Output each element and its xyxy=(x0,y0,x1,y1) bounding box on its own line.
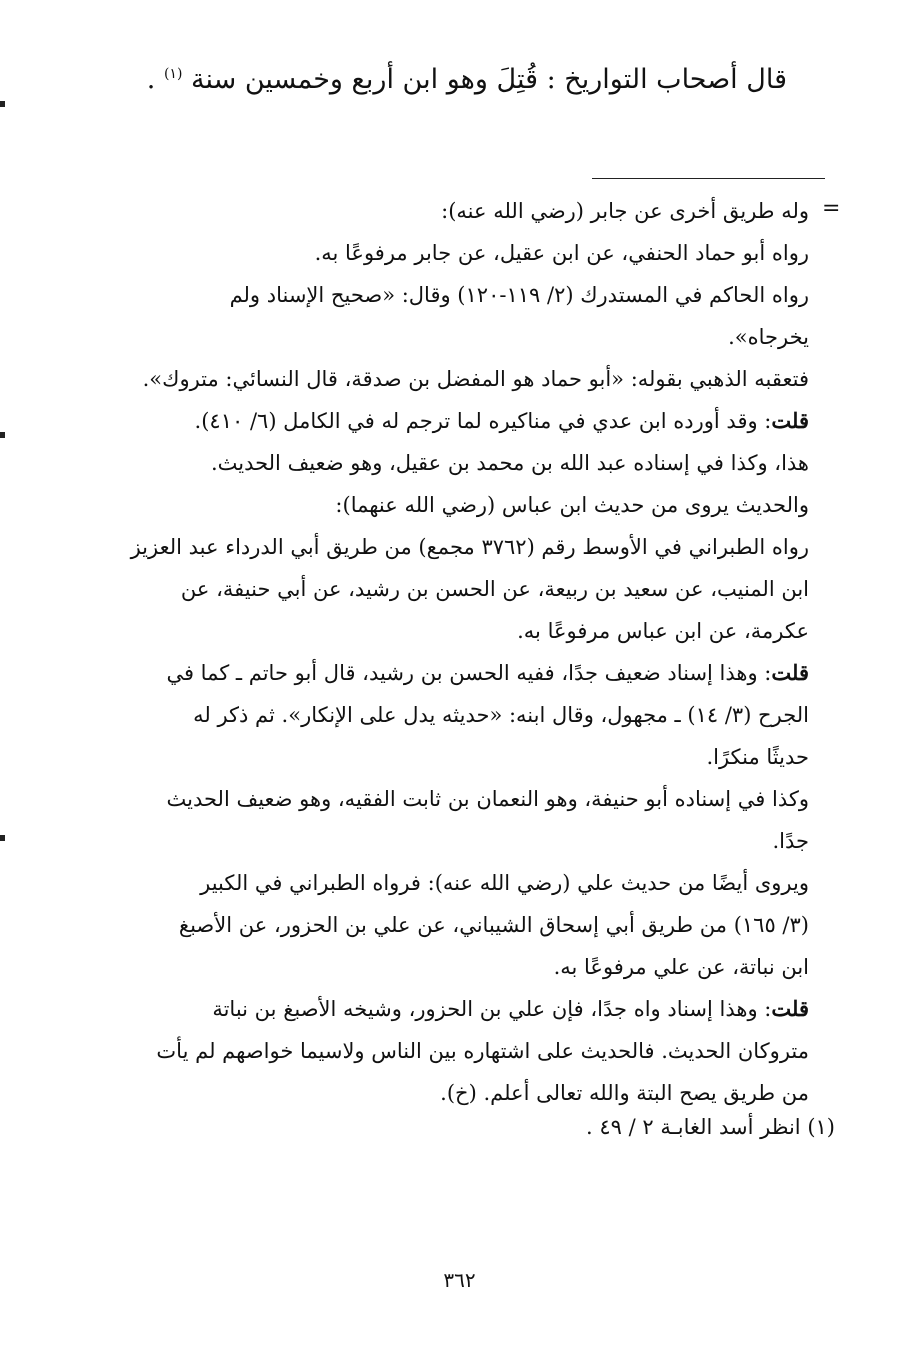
main-text-end: . xyxy=(146,64,164,95)
margin-mark xyxy=(0,432,5,438)
footnote-line: عكرمة، عن ابن عباس مرفوعًا به. xyxy=(517,619,809,643)
footnote-line: هذا، وكذا في إسناده عبد الله بن محمد بن عقيل، وهو ضعيف الحديث. xyxy=(210,451,809,475)
main-text: قال أصحاب التواريخ : قُتِلَ وهو ابن أربع وخمسين سنة xyxy=(191,64,787,95)
footnote-line: ابن المنيب، عن سعيد بن ربيعة، عن الحسن بن رشيد، عن أبي حنيفة، عن xyxy=(180,577,809,601)
continuation-mark: = xyxy=(822,196,841,221)
qult-label: قلت xyxy=(771,408,809,433)
footnote-line xyxy=(119,988,809,1030)
margin-mark xyxy=(0,835,5,841)
footnote-line: متروكان الحديث. فالحديث على اشتهاره بين الناس ولاسيما خواصهم لم يأت xyxy=(156,1039,809,1063)
footnote-line: رواه أبو حماد الحنفي، عن ابن عقيل، عن جابر مرفوعًا به. xyxy=(314,241,809,265)
footnote-block xyxy=(119,190,809,1114)
footnote-line: ويروى أيضًا من حديث علي (رضي الله عنه): فرواه الطبراني في الكبير xyxy=(200,871,809,895)
footnote-line: حديثًا منكرًا. xyxy=(706,745,809,769)
footnote-line: رواه الطبراني في الأوسط رقم (٣٧٦٢ مجمع) من طريق أبي الدرداء عبد العزيز xyxy=(130,535,809,559)
qult-text: : وهذا إسناد واه جدًا، فإن علي بن الحزور، وشيخه الأصبغ بن نباتة xyxy=(212,997,772,1021)
footnote-line: ابن نباتة، عن علي مرفوعًا به. xyxy=(553,955,809,979)
qult-label: قلت xyxy=(771,996,809,1021)
qult-text: : وهذا إسناد ضعيف جدًا، ففيه الحسن بن رشيد، قال أبو حاتم ـ كما في xyxy=(166,661,772,685)
footnote-line: من طريق يصح البتة والله تعالى أعلم. (خ). xyxy=(440,1081,809,1105)
footnote-line: رواه الحاكم في المستدرك (٢/ ١١٩-١٢٠) وقال: «صحيح الإسناد ولم xyxy=(229,283,809,307)
footnote-line xyxy=(119,400,809,442)
footnote-separator-rule xyxy=(592,178,825,179)
footnote-line: (٣/ ١٦٥) من طريق أبي إسحاق الشيباني، عن علي بن الحزور، عن الأصبغ xyxy=(178,913,809,937)
footnote-line: فتعقبه الذهبي بقوله: «أبو حماد هو المفضل بن صدقة، قال النسائي: متروك». xyxy=(142,367,809,391)
reference-footnote: (١) انظر أسد الغابـة ٢ / ٤٩ . xyxy=(586,1115,835,1139)
footnote-line: وكذا في إسناده أبو حنيفة، وهو النعمان بن ثابت الفقيه، وهو ضعيف الحديث xyxy=(166,787,809,811)
footnote-line: والحديث يروى من حديث ابن عباس (رضي الله عنهما): xyxy=(335,493,809,517)
page-number: ٣٦٢ xyxy=(443,1268,476,1292)
footnote-line xyxy=(119,652,809,694)
footnote-line: جدًا. xyxy=(772,829,809,853)
margin-mark xyxy=(0,101,5,107)
footnote-line: يخرجاه». xyxy=(728,325,809,349)
qult-text: : وقد أورده ابن عدي في مناكيره لما ترجم له في الكامل (٦/ ٤١٠). xyxy=(194,409,772,433)
footnote-line: وله طريق أخرى عن جابر (رضي الله عنه): xyxy=(441,199,809,223)
footnote-line: الجرح (٣/ ١٤) ـ مجهول، وقال ابنه: «حديثه يدل على الإنكار». ثم ذكر له xyxy=(193,703,809,727)
note-reference-marker: (١) xyxy=(163,66,183,82)
qult-label: قلت xyxy=(771,660,809,685)
main-text-line xyxy=(87,52,787,102)
